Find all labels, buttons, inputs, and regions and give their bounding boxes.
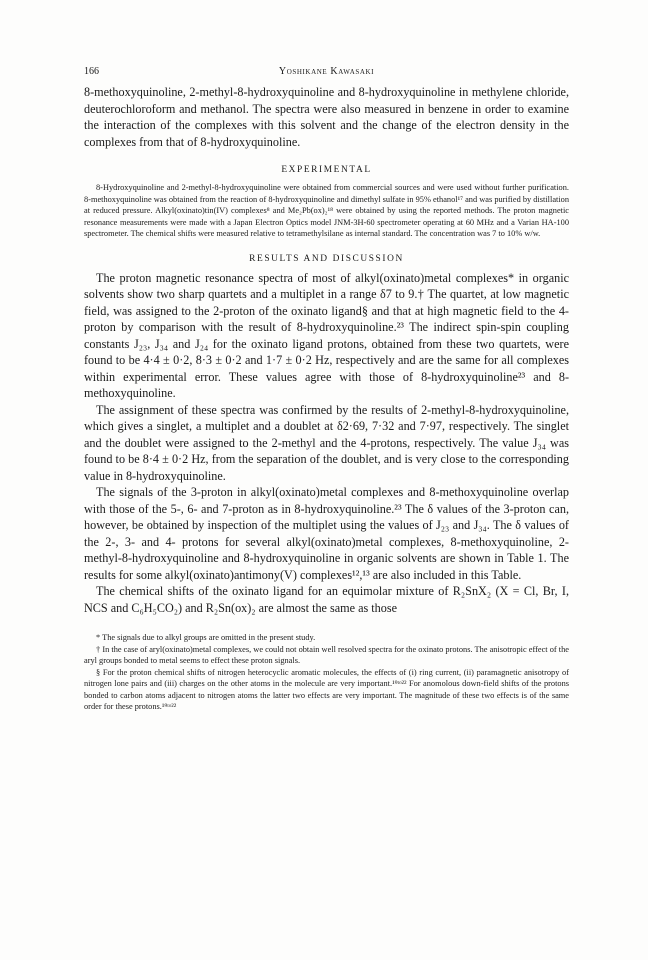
footnote-asterisk: * The signals due to alkyl groups are omitted in the present study. bbox=[96, 633, 316, 643]
footnotes bbox=[84, 632, 569, 712]
running-head: Yoshikane Kawasaki bbox=[278, 66, 375, 77]
footnote-dagger: † In the case of aryl(oxinato)metal complexes, we could not obtain well resolved spectra for the oxinato protons. The anisotropic effect of the aryl groups bonded to metal seems to effect these proton signals. bbox=[84, 644, 569, 666]
results-paragraph-1: The proton magnetic resonance spectra of most of alkyl(oxinato)metal complexes* in organic solvents show two sharp quartets and a multiplet in a range δ7 to 9.† The quartet, at low magnetic field, was assigned to the 2-proton of the oxinato ligand§ and that at high magnetic field to the 4-proton by comparison with the result of 8-hydroxyquinoline.²³ The indirect spin-spin coupling constants J₂₃, J₃₄ and J₂₄ for the oxinato ligand protons, obtained from these two quartets, were found to be 4·4 ± 0·2, 8·3 ± 0·2 and 1·7 ± 0·2 Hz, respectively and are the same for all complexes within experimental error. These values agree with those of 8-hydroxyquinoline²³ and 8-methoxyquinoline. bbox=[84, 270, 569, 401]
results-paragraph-3: The signals of the 3-proton in alkyl(oxinato)metal complexes and 8-methoxyquinoline overlap with those of the 5-, 6- and 7-proton as in 8-hydroxyquinoline.²³ The δ values of the 3-proton can, however, be obtained by inspection of the multiplet using the values of J₂₃ and J₃₄. The δ values of the 2-, 3- and 4- protons for several alkyl(oxinato)metal complexes, 8-methoxyquinoline, 2-methyl-8-hydroxyquinoline and 8-hydroxyquinoline in organic solvents are shown in Table 1. The results for some alkyl(oxinato)antimony(V) complexes¹²,¹³ are also included in this Table. bbox=[84, 485, 569, 582]
experimental-heading: EXPERIMENTAL bbox=[281, 165, 372, 175]
experimental-text: 8-Hydroxyquinoline and 2-methyl-8-hydroxyquinoline were obtained from commercial sources and were used without further purification. 8-methoxyquinoline was obtained from the reaction of 8-hydroxyquinoline and dimethyl sulfate in 95% ethanol¹⁷ and was purified by distillation at reduced pressure. Alkyl(oxinato)tin(IV) complexes⁸ and Me₂Pb(ox)₂¹⁸ were obtained by using the reported methods. The proton magnetic resonance measurements were made with a Japan Electron Optics model JNM-3H-60 spectrometer operating at 60 MHz and a Varian HA-100 spectrometer. The chemical shifts were measured relative to tetramethylsilane as internal standard. The concentration was 7 to 10% w/w. bbox=[84, 183, 569, 239]
intro-paragraph: 8-methoxyquinoline, 2-methyl-8-hydroxyquinoline and 8-hydroxyquinoline in methylene chloride, deuterochloroform and methanol. The spectra were also measured in benzene in order to examine the interaction of the complexes with this solvent and the change of the electron density in the complexes from that of 8-hydroxyquinoline. bbox=[84, 85, 569, 149]
footnote-section: § For the proton chemical shifts of nitrogen heterocyclic aromatic molecules, the effects of (i) ring current, (ii) paramagnetic anisotropy of nitrogen lone pairs and (iii) charges on the other atoms in the molecule are very important.¹⁹ᵗᵒ²² For anomolous down-field shifts of the protons bonded to carbon atoms adjacent to nitrogen atoms the latter two effects are very important. The magnitude of these two effects is of the same order for these protons.¹⁹ᵗᵒ²² bbox=[84, 667, 569, 711]
page bbox=[84, 66, 569, 712]
results-paragraph-2: The assignment of these spectra was confirmed by the results of 2-methyl-8-hydroxyquinoline, which gives a singlet, a multiplet and a doublet at δ2·69, 7·32 and 7·97, respectively. The singlet and the doublet were assigned to the 2-methyl and the 4-protons, respectively. The value J₃₄ was found to be 8·4 ± 0·2 Hz, from the separation of the doublet, and is very close to the corresponding value in 8-hydroxyquinoline. bbox=[84, 402, 569, 483]
page-number: 166 bbox=[84, 66, 99, 77]
results-paragraph-4: The chemical shifts of the oxinato ligand for an equimolar mixture of R₂SnX₂ (X = Cl, Br, I, NCS and C₆H₅CO₂) and R₂Sn(ox)₂ are almost the same as those bbox=[84, 584, 569, 615]
results-heading: RESULTS AND DISCUSSION bbox=[249, 253, 404, 264]
page-header bbox=[84, 66, 569, 84]
